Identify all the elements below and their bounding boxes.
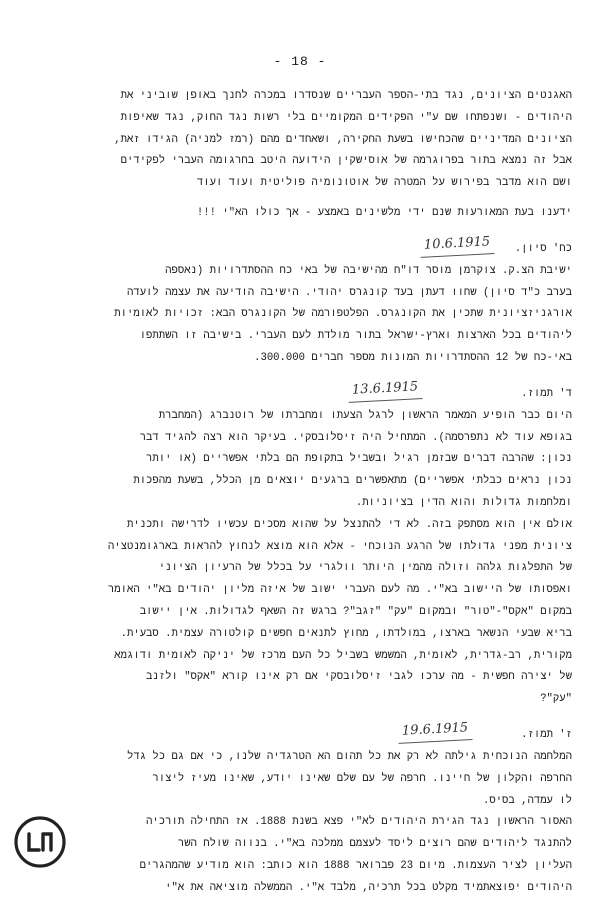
stamp-stroke: [29, 834, 39, 850]
text-line: אולם אין הוא מסתפק בזה. לא די להתנצל על שהוא מסכים עכשיו לדרישה ותכנית: [126, 518, 572, 531]
text-line: ציונית מפני גדולתו של הרגע הנוכחי - אלא הוא מוצא לנחוץ להראות בארגומנטציה: [107, 540, 572, 553]
text-line: ושם הוא מדבר בפירוש על המטרה של אוטונומיה פוליטית ועוד ועוד: [196, 177, 572, 190]
text-line: בערב כ"ד סיון) שחוו דעתן בעד קונגרס יהודי. הישיבה הודיעה את עצמה לועדה: [126, 286, 572, 299]
text-line: ואפסותו של היישוב בא"י. מה לעם העברי ישוב של איזה מליון יהודים בא"י האומר: [107, 584, 572, 597]
paragraph-intro: [40, 86, 572, 225]
text-line: היהודים - ושנפתחו שם ע"י הפקידים המקומיים בלי רשות נגד החוק, נגד שאיפות: [120, 111, 572, 124]
text-line: נכון נראים כבלתי אפשריים) מתאפשרים ברגעים יוצאים מן הכלל, בשעת מהפכות: [133, 475, 572, 488]
text-line: ישיבת הצ.ק. צוקרמן מוסר דו"ח מהישיבה של באי כח ההסתדרויות (נאספה: [165, 264, 572, 277]
text-line: החרפה והקלון של חיינו. חרפה של עם שלם שאינו יודע, שאינו מעיז ליצור: [152, 772, 572, 785]
entry-date: ד' תמוז.: [521, 387, 572, 400]
text-line: במקום "אקס"-"טור" ובמקום "עק" "זגב"? ברגש זה השאף לגדולות. אין יישוב: [139, 605, 572, 618]
handwritten-date: 19.6.1915: [397, 717, 472, 744]
text-line: האסור הראשון נגד הגירת היהודים לא"י פצא בשנת 1888. אז התחילה תורכיה: [146, 816, 572, 829]
text-line: נכון: שהרבה דברים שבזמן רגיל ובשביל בתקופת הם בלתי אפשריים (או יותר: [146, 453, 572, 466]
entry-3-body: [40, 747, 572, 900]
text-line: ומלחמות גדולות והוא הדין בציוניות.: [355, 496, 572, 509]
text-line: הציונים המדיניים שהכחישו בשעת החקירה, ושאחדים מהם (רמז למניה) הגידו זאת,: [114, 133, 572, 146]
document-body: [40, 86, 572, 900]
entry-1-body: [40, 261, 572, 370]
page-number: - 18 -: [273, 54, 327, 69]
text-line: של התפלגות גלהה וזולה מהמין היותר וולגרי על בכלל של הרעיון הציוני: [158, 562, 572, 575]
stamp-stroke: [43, 834, 51, 850]
handwritten-stamp-icon: [12, 814, 68, 870]
text-line: האגנטים הציונים, נגד בתי-הספר העבריים שנסדרו במכרה לחנך באופן שוביני את: [120, 90, 572, 102]
text-line: אורגניזציונית שתכין את הקונגרס. הפלטפורמה של הקונגרס הבא: זכויות לאומיות: [114, 308, 572, 321]
text-line: ליהודים בכל הארצות וארץ-ישראל בתור מולדת לעם העברי. בישיבה זו השתתפו: [139, 330, 572, 343]
text-line: העליון לציר העצמות. מיום 23 פברואר 1888 הוא כותב: הוא מודיע שהמהגרים: [139, 859, 572, 872]
stamp-circle: [16, 818, 64, 866]
text-line: מקורית, רב-גדרית, לאומית, המשמש בשביל כל העם מרכז של יניקה לאומית ודוגמא: [114, 649, 572, 662]
text-line: באי-כח של 12 ההסתדרויות המונות מספר חברים 300.000.: [254, 351, 572, 364]
text-line: של יצירה חפשית - מה ערכו לגבי זיסלובסקי אם רק אינו קורא "אקס" ולזנב: [146, 671, 572, 684]
entry-date: כח' סיון.: [514, 242, 572, 255]
text-line: בגופא עוד לא נתפרסמה). המתחיל היה זיסלובסקי. בעיקר הוא רצה להגיד דבר: [139, 431, 572, 444]
handwritten-date: 10.6.1915: [419, 231, 494, 258]
text-line: לו עמדה, בסיס.: [482, 794, 572, 807]
text-line: להתנגד ליהודים שהם רוצים ליסד לעצמם ממלכה בא"י. בנווה שולח השר: [177, 838, 572, 851]
entry-2-body: [40, 406, 572, 711]
entry-2-header: [40, 379, 572, 406]
text-line: בריא שבעי הנשאר בארצו, במולדתו, מחוץ לתנאים חפשים קולטורה עצמית. סבעית.: [120, 627, 572, 640]
text-line: היהודים יפוצאתמיד מקלט בכל תרכיה, מלבד א"י. הממשלה מוציאה את א"י: [165, 881, 572, 894]
text-line: ידענו בעת המאורעות שנם ידי מלשינים באמצע - אך כולו הא"י !!!: [196, 206, 572, 219]
text-line: היום כבר הופיע המאמר הראשון לרגל הצעתו ומחברתו של רוטנברג (המחברת: [158, 409, 572, 422]
entry-3-header: [40, 720, 572, 747]
text-line: אבל זה נמצא בתור בפרוגרמה של אוסישקין הידועה היטב בחרגומה העברי לפקידים: [120, 155, 572, 168]
text-line: המלחמה הנוכחית גילתה לא רק את כל תהום הא הטרגדיה שלנו, כי אם גם כל גדל: [126, 750, 572, 763]
handwritten-date: 13.6.1915: [347, 376, 422, 403]
entry-1-header: [40, 234, 572, 261]
text-line: "עק"?: [540, 693, 572, 706]
entry-date: ז' תמוז.: [521, 728, 572, 741]
